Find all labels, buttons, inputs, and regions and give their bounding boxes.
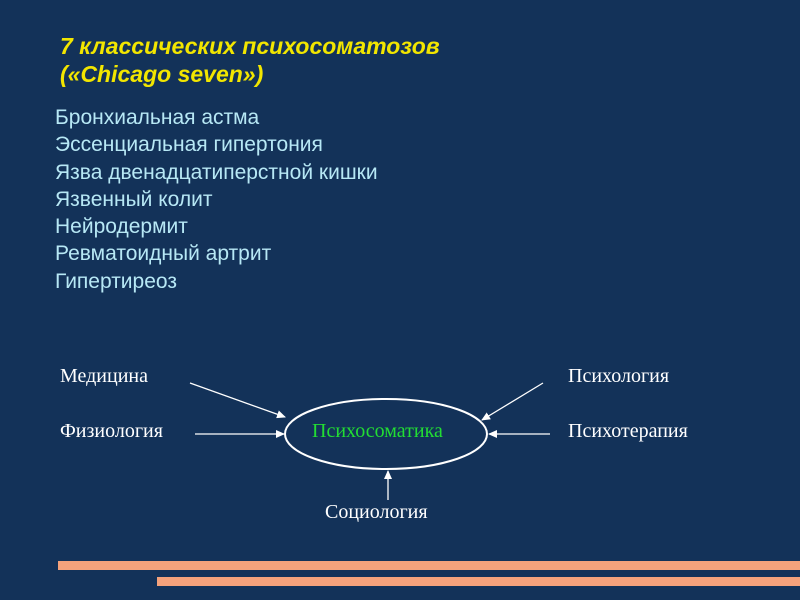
list-item: Нейродермит (55, 215, 188, 239)
title-line-1: 7 классических психосоматозов (60, 33, 440, 59)
arrow-medicine (190, 383, 285, 417)
decorative-stripe-bottom (157, 577, 800, 586)
node-psychotherapy: Психотерапия (568, 420, 688, 442)
title-line-2: («Chicago seven») (60, 61, 264, 87)
node-psychology: Психология (568, 365, 670, 387)
node-physiology: Физиология (60, 420, 163, 442)
node-medicine: Медицина (60, 365, 148, 387)
center-label: Психосоматика (312, 420, 443, 442)
list-item: Ревматоидный артрит (55, 242, 272, 266)
decorative-stripe-top (58, 561, 800, 570)
list-item: Язвенный колит (55, 187, 213, 211)
list-item: Гипертиреоз (55, 269, 177, 293)
list-item: Язва двенадцатиперстной кишки (55, 160, 378, 184)
list-item: Эссенциальная гипертония (55, 133, 323, 157)
node-sociology: Социология (325, 501, 428, 523)
arrow-psychology (482, 383, 543, 420)
list-item: Бронхиальная астма (55, 106, 260, 129)
